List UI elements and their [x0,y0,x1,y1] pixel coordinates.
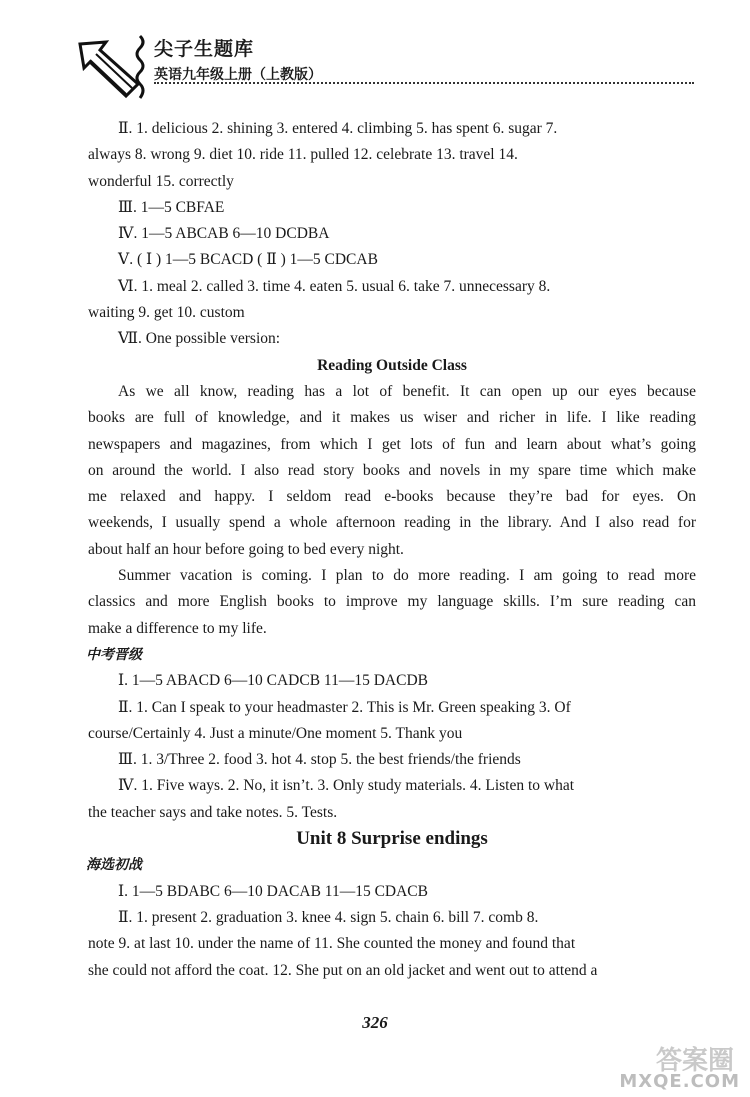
book-subtitle: 英语九年级上册（上教版） [154,67,322,83]
answer-line: wonderful 15. correctly [88,172,234,190]
essay-line: books are full of knowledge, and it makes us wiser and richer in life. I like reading [88,409,696,427]
essay-line: newspapers and magazines, from which I get lots of fun and learn about what’s going [88,435,696,453]
answer-content [88,116,696,984]
answer-line: Ⅳ. 1. Five ways. 2. No, it isn’t. 3. Only study materials. 4. Listen to what [118,777,575,795]
essay-title: Reading Outside Class [317,356,467,374]
essay-line: me relaxed and happy. I seldom read e-books because they’re bad for eyes. On [88,488,696,506]
section-heading-haixuan: 海选初战 [86,857,142,874]
answer-line: Ⅱ. 1. present 2. graduation 3. knee 4. sign 5. chain 6. bill 7. comb 8. [118,908,539,926]
essay-line: As we all know, reading has a lot of benefit. It can open up our eyes because [118,382,696,400]
essay-line: on around the world. I also read story books and novels in my spare time which make [88,461,696,479]
answer-line: Ⅲ. 1. 3/Three 2. food 3. hot 4. stop 5. the best friends/the friends [118,751,521,769]
answer-line: Ⅱ. 1. delicious 2. shining 3. entered 4. climbing 5. has spent 6. sugar 7. [118,120,558,137]
watermark-url: MXQE.COM [619,1071,740,1092]
answer-line: Ⅳ. 1—5 ABCAB 6—10 DCDBA [118,225,330,243]
page-number: 326 [362,1013,388,1032]
header-divider [154,82,694,84]
page-header [72,30,712,100]
answer-line: waiting 9. get 10. custom [88,304,245,322]
unit-heading: Unit 8 Surprise endings [296,828,488,850]
essay-line: about half an hour before going to bed every night. [88,540,404,558]
answer-line: note 9. at last 10. under the name of 11. She counted the money and found that [88,935,576,953]
answer-line: course/Certainly 4. Just a minute/One moment 5. Thank you [88,724,463,742]
answer-line: Ⅰ. 1—5 ABACD 6—10 CADCB 11—15 DACDB [118,672,428,690]
essay-line: classics and more English books to improve my language skills. I’m sure reading can [88,593,696,611]
essay-line: weekends, I usually spend a whole afternoon reading in the library. And I also read for [88,514,696,532]
answer-line: Ⅲ. 1—5 CBFAE [118,198,225,216]
answer-line: Ⅱ. 1. Can I speak to your headmaster 2. This is Mr. Green speaking 3. Of [118,698,571,716]
answer-line: always 8. wrong 9. diet 10. ride 11. pulled 12. celebrate 13. travel 14. [88,146,518,164]
answer-line: Ⅴ. ( Ⅰ ) 1—5 BCACD ( Ⅱ ) 1—5 CDCAB [118,251,378,269]
answer-line: Ⅰ. 1—5 BDABC 6—10 DACAB 11—15 CDACB [118,882,428,900]
watermark-logo: 答案圈 [655,1046,734,1076]
section-heading-zhongkao: 中考晋级 [86,646,142,663]
essay-line: make a difference to my life. [88,619,267,637]
answer-line: Ⅶ. One possible version: [118,330,281,348]
answer-line: she could not afford the coat. 12. She put on an old jacket and went out to attend a [88,961,598,979]
book-title: 尖子生题库 [154,38,255,60]
essay-line: Summer vacation is coming. I plan to do more reading. I am going to read more [118,567,696,585]
ribbon-decoration-icon [132,34,148,100]
answer-line: the teacher says and take notes. 5. Tests. [88,803,338,821]
answer-line: Ⅵ. 1. meal 2. called 3. time 4. eaten 5. usual 6. take 7. unnecessary 8. [118,277,551,295]
